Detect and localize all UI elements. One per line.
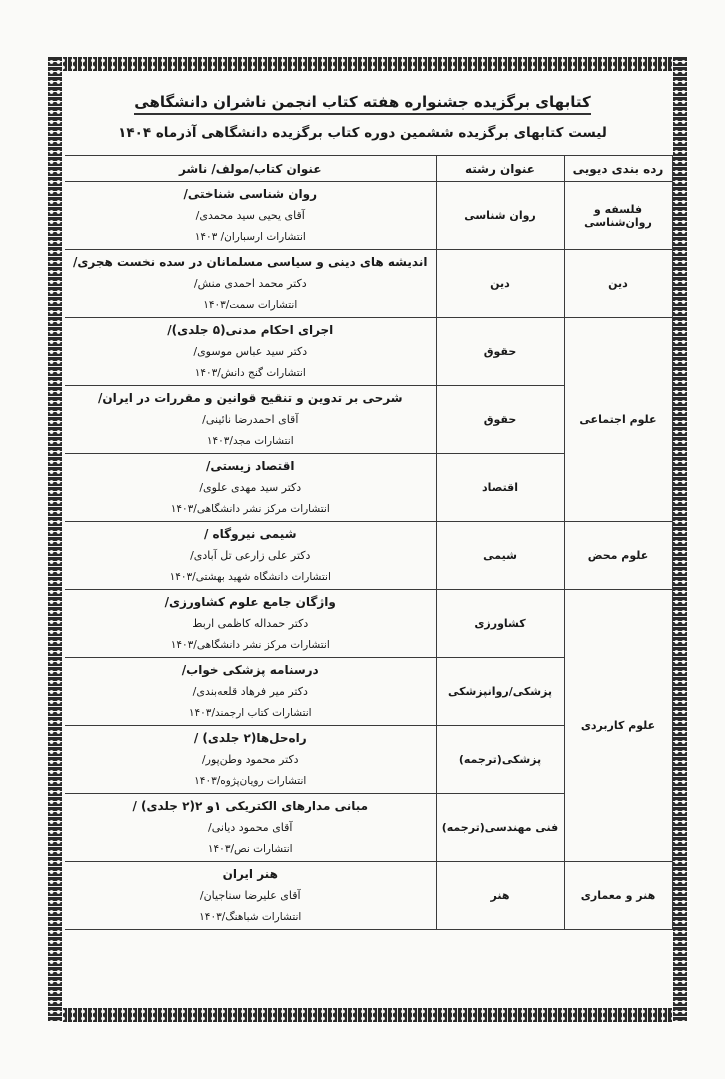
book-author: دکتر سید عباس موسوی/ (193, 345, 308, 358)
field-cell: حقوق (436, 318, 564, 386)
book-cell (65, 386, 436, 454)
book-publisher: انتشارات نص/۱۴۰۳ (207, 843, 293, 855)
book-title: درسنامه پزشکی خواب/ (181, 663, 319, 677)
table-row (65, 590, 672, 658)
table-header-row (65, 156, 672, 182)
book-author: دکتر محمود وطن‌پور/ (201, 753, 299, 766)
field-cell: هنر (436, 862, 564, 930)
book-publisher: انتشارات مرکز نشر دانشگاهی/۱۴۰۳ (170, 503, 330, 515)
header-field: عنوان رشته (436, 156, 564, 182)
classification-cell: علوم اجتماعی (564, 318, 672, 522)
field-cell: حقوق (436, 386, 564, 454)
book-cell (65, 522, 436, 590)
book-publisher: انتشارات رویان‌پژوه/۱۴۰۳ (194, 775, 307, 787)
book-cell (65, 794, 436, 862)
book-author: دکتر حمداله کاظمی اربط (192, 617, 309, 630)
book-author: دکتر محمد احمدی منش/ (193, 277, 307, 290)
book-title: مبانی مدارهای الکتریکی ۱و ۲(۲ جلدی) / (132, 799, 369, 813)
border-right (673, 57, 687, 1022)
header-classification: رده بندی دیویی (564, 156, 672, 182)
book-cell (65, 182, 436, 250)
field-cell: فنی مهندسی(ترجمه) (436, 794, 564, 862)
book-publisher: انتشارات ارسباران/ ۱۴۰۳ (194, 231, 306, 243)
book-title: شیمی نیروگاه / (203, 527, 297, 541)
field-cell: روان شناسی (436, 182, 564, 250)
book-publisher: انتشارات شباهنگ/۱۴۰۳ (199, 911, 302, 923)
field-cell: پزشکی(ترجمه) (436, 726, 564, 794)
book-author: آقای محمود دیانی/ (208, 821, 293, 834)
document-title-text: کتابهای برگزیده جشنواره هفته کتاب انجمن ناشران دانشگاهی (134, 93, 590, 115)
classification-cell: هنر و معماری (564, 862, 672, 930)
book-author: آقای علیرضا سناجیان/ (199, 889, 301, 902)
classification-cell: فلسفه و روان‌شناسی (564, 182, 672, 250)
book-title: راه‌حل‌ها(۲ جلدی) / (193, 731, 307, 745)
table-row (65, 862, 672, 930)
book-title: واژگان جامع علوم کشاورزی/ (164, 595, 336, 609)
field-cell: دین (436, 250, 564, 318)
book-cell (65, 726, 436, 794)
classification-cell: علوم کاربردی (564, 590, 672, 862)
book-author: آقای یحیی سید محمدی/ (195, 209, 305, 222)
book-publisher: انتشارات کتاب ارجمند/۱۴۰۳ (188, 707, 312, 719)
field-cell: شیمی (436, 522, 564, 590)
book-author: دکتر میر فرهاد قلعه‌بندی/ (192, 685, 308, 698)
book-author: دکتر سید مهدی علوی/ (199, 481, 302, 494)
book-author: آقای احمدرضا نائینی/ (202, 413, 299, 426)
table-row (65, 250, 672, 318)
book-publisher: انتشارات سمت/۱۴۰۳ (203, 299, 298, 311)
book-publisher: انتشارات مرکز نشر دانشگاهی/۱۴۰۳ (170, 639, 330, 651)
table-row (65, 318, 672, 386)
table-row (65, 182, 672, 250)
field-cell: پزشکی/روانپزشکی (436, 658, 564, 726)
book-title: روان شناسی شناختی/ (183, 187, 317, 201)
book-author: دکتر علی زارعی تل آبادی/ (190, 549, 311, 562)
classification-cell: علوم محض (564, 522, 672, 590)
book-title: هنر ایران (222, 867, 278, 881)
border-top (48, 57, 687, 71)
document-title (0, 93, 725, 111)
book-title: اندیشه های دینی و سیاسی مسلمانان در سده نخست هجری/ (73, 255, 428, 269)
book-cell (65, 590, 436, 658)
book-publisher: انتشارات دانشگاه شهید بهشتی/۱۴۰۳ (169, 571, 331, 583)
book-cell (65, 862, 436, 930)
border-bottom (48, 1008, 687, 1022)
book-cell (65, 318, 436, 386)
book-publisher: انتشارات گنج دانش/۱۴۰۳ (194, 367, 306, 379)
book-cell (65, 454, 436, 522)
book-cell (65, 658, 436, 726)
book-title: اقتصاد زیستی/ (205, 459, 295, 473)
books-table (65, 155, 673, 930)
book-publisher: انتشارات مجد/۱۴۰۳ (206, 435, 294, 447)
border-left (48, 57, 62, 1022)
document-subtitle: لیست کتابهای برگزیده ششمین دوره کتاب برگزیده دانشگاهی آذرماه ۱۴۰۴ (118, 125, 607, 141)
field-cell: اقتصاد (436, 454, 564, 522)
table-row (65, 522, 672, 590)
book-title: شرحی بر تدوین و تنقیح قوانین و مقررات در ایران/ (97, 391, 403, 405)
book-cell (65, 250, 436, 318)
header-book: عنوان کتاب/مولف/ ناشر (65, 156, 436, 182)
field-cell: کشاورزی (436, 590, 564, 658)
book-title: اجرای احکام مدنی(۵ جلدی)/ (167, 323, 334, 337)
classification-cell: دین (564, 250, 672, 318)
